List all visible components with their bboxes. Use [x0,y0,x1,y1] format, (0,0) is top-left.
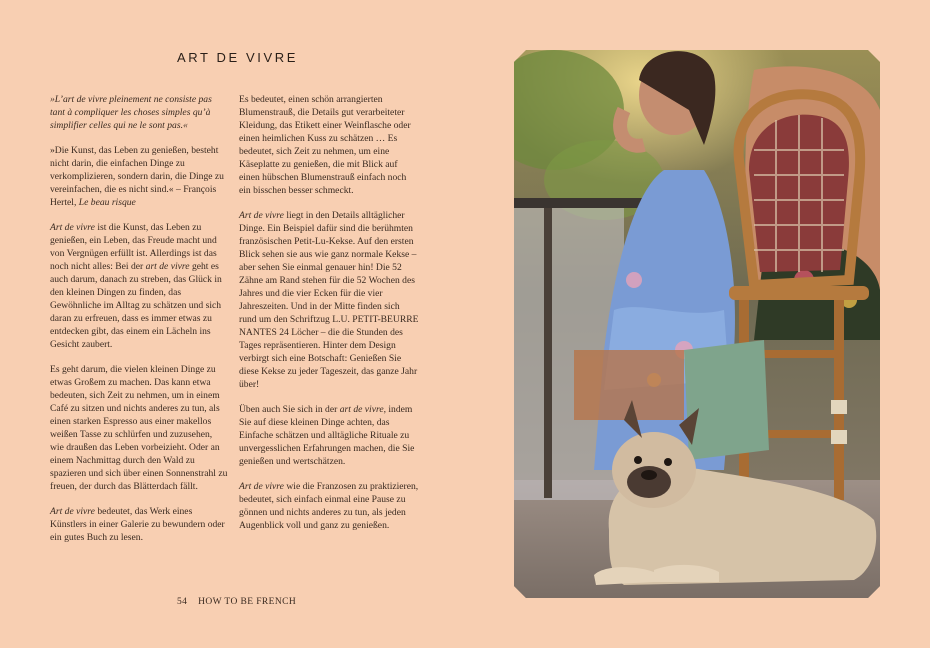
paragraph: Es geht darum, die vielen kleinen Dinge zu etwas Großem zu machen. Das kann etwa bedeuten, sich Zeit zu nehmen, um in einem Café zu sitzen und nichts anderes zu tun, als einen starken Espresso aus einer makellos weißen Tasse zu schlürfen und zuzusehen, wie draußen das Leben vorbeizieht. Oder an einem Nachmittag durch den Wald zu spazieren und sich über einen Sonnenstrahl zu freuen, der durch das Blätterdach fällt. [50,364,228,492]
book-title: HOW TO BE FRENCH [198,597,297,607]
paragraph: »Die Kunst, das Leben zu genießen, besteht nicht darin, die einfachen Dinge zu verkomplizieren, sondern darin, die Dinge zu vereinfachen, die es nicht sind.« – François Hertel, Le beau risque [50,145,224,208]
paragraph: Art de vivre ist die Kunst, das Leben zu genießen, ein Leben, das Freude macht und von Vergnügen erfüllt ist. Allerdings ist das noch nicht alles: Bei der art de vivre geht es auch darum, danach zu streben, das Glück in den kleinen Dingen zu finden, das Gewöhnliche im Alltag zu schätzen und sich daran zu erfreuen, dass es immer etwas zu entdecken gibt, das einem ein Lächeln ins Gesicht zaubert. [50,222,222,350]
paragraph: Es bedeutet, einen schön arrangierten Blumenstrauß, die Details gut verarbeiteter Kleidung, das Etikett einer Weinflasche oder einen heimlichen Kuss zu schätzen … Es bedeutet, sich Zeit zu nehmen, um eine Käseplatte zu genießen, die mit Blick auf einen hübschen Blumenstrauß einfach noch ein bisschen besser schmeckt. [239,94,411,196]
right-text-column [239,93,419,544]
paragraph: Art de vivre bedeutet, das Werk eines Künstlers in einer Galerie zu bewundern oder ein gutes Buch zu lesen. [50,506,225,543]
page-footer [177,597,296,607]
paragraph: Art de vivre liegt in den Details alltäglicher Dinge. Ein Beispiel dafür sind die berühmten französischen Petit-Lu-Kekse. Auf den ersten Blick sehen sie aus wie ganz normale Kekse – aber sehen Sie einmal genauer hin! Die 52 Zähne am Rand stehen für die 52 Wochen des Jahres und die vier Ecken für die vier Jahreszeiten. Und in der Mitte finden sich rund um den Schriftzug L.U. PETIT-BEURRE NANTES 24 Löcher – die die Stunden des Tages repräsentieren. Hinter dem Design verbirgt sich eine Botschaft: Genießen Sie diese Kekse zu jeder Tageszeit, das ganze Jahr über! [239,210,419,390]
cafe-dog-photo [514,50,880,598]
cafe-terrace-french-bulldog-photo-icon [514,50,880,598]
epigraph-quote: »L’art de vivre pleinement ne consiste pas tant à compliquer les choses simples qu’à simplifier celles qui ne le sont pas.« [50,94,212,131]
paragraph: Art de vivre wie die Franzosen zu praktizieren, bedeutet, sich einfach einmal eine Pause zu gönnen und nichts anderes zu tun, als jeden Augenblick voll und ganz zu genießen. [239,481,419,531]
source-title: Le beau risque [78,197,136,208]
page-number: 54 [177,597,188,607]
paragraph: Üben auch Sie sich in der art de vivre, indem Sie auf diese kleinen Dinge achten, das Einfache schätzen und alltägliche Rituale zu unvergesslichen Erfahrungen machen, die Sie genießen und wertschätzen. [239,404,415,467]
page-heading: ART DE VIVRE [177,50,299,65]
left-text-column [50,93,228,556]
